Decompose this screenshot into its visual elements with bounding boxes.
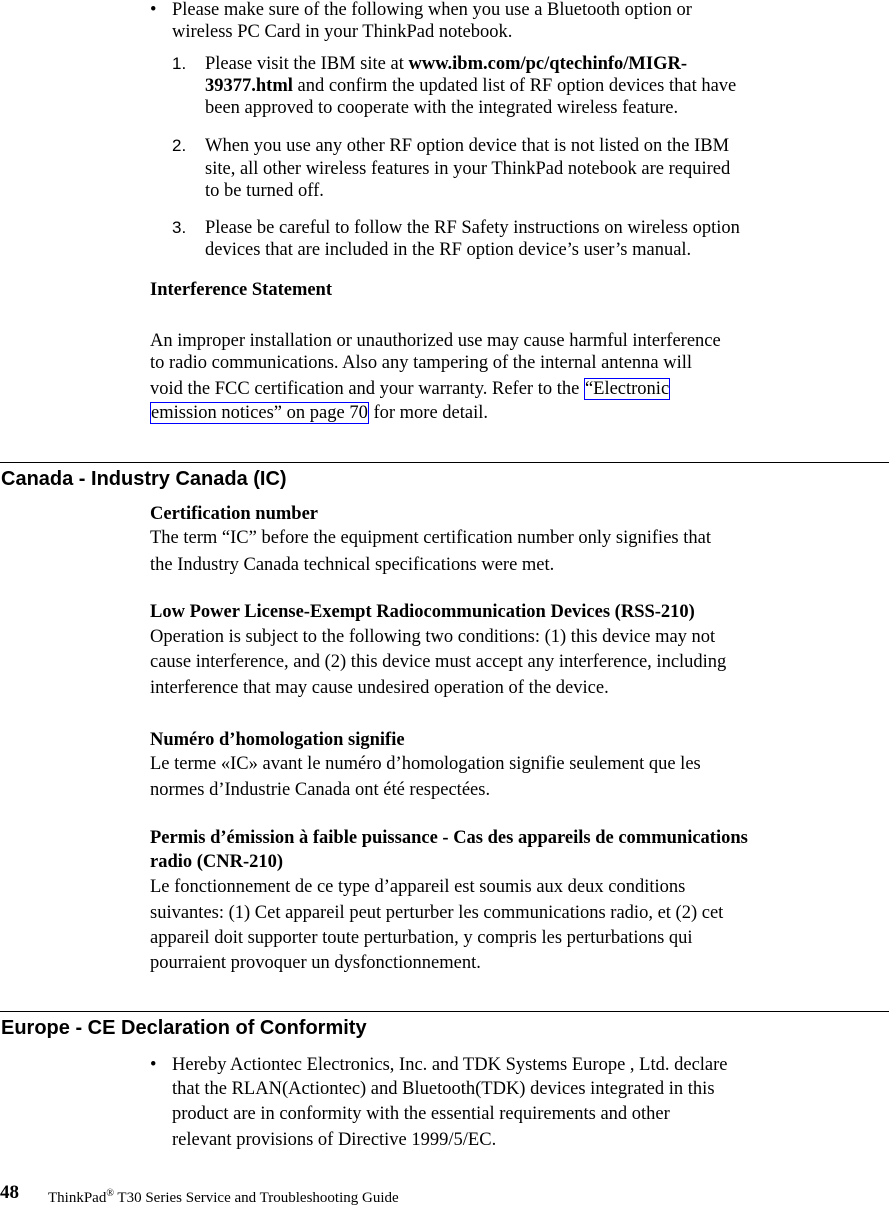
text: for more detail. xyxy=(368,403,489,423)
bluetooth-intro-line-1: Please make sure of the following when you use a Bluetooth option or xyxy=(172,0,692,20)
list-item-3-line-1: Please be careful to follow the RF Safety instructions on wireless option xyxy=(205,218,740,238)
europe-heading: Europe - CE Declaration of Conformity xyxy=(1,1017,367,1039)
list-item-2-line-1: When you use any other RF option device that is not listed on the IBM xyxy=(205,136,730,156)
permis-line-1: Le fonctionnement de ce type d’appareil est soumis aux deux conditions xyxy=(150,877,686,897)
permis-line-3: appareil doit supporter toute perturbation, y compris les perturbations qui xyxy=(150,928,693,948)
low-power-line-1: Operation is subject to the following two conditions: (1) this device may not xyxy=(150,627,716,647)
certification-title: Certification number xyxy=(150,504,319,524)
low-power-line-2: cause interference, and (2) this device must accept any interference, including xyxy=(150,652,727,672)
permis-title-line-2: radio (CNR-210) xyxy=(150,852,284,872)
bluetooth-intro-line-2: wireless PC Card in your ThinkPad notebook. xyxy=(172,22,513,42)
text: Please visit the IBM site at xyxy=(205,54,409,74)
permis-title-line-1: Permis d’émission à faible puissance - Cas des appareils de communications xyxy=(150,828,748,848)
interference-line-4 xyxy=(150,402,488,424)
section-divider xyxy=(0,462,889,463)
interference-line-2: to radio communications. Also any tampering of the internal antenna will xyxy=(150,353,693,373)
ibm-url: www.ibm.com/pc/qtechinfo/MIGR- xyxy=(408,54,687,74)
low-power-line-3: interference that may cause undesired operation of the device. xyxy=(150,678,609,698)
permis-line-2: suivantes: (1) Cet appareil peut perturber les communications radio, et (2) cet xyxy=(150,903,724,923)
canada-heading: Canada - Industry Canada (IC) xyxy=(1,468,287,490)
footer-guide-name: T30 Series Service and Troubleshooting Guide xyxy=(113,1190,399,1206)
numero-line-2: normes d’Industrie Canada ont été respectées. xyxy=(150,780,491,800)
list-number: 2. xyxy=(172,136,187,155)
list-item-2-line-3: to be turned off. xyxy=(205,181,324,201)
text: and confirm the updated list of RF option devices that have xyxy=(292,76,737,96)
text: void the FCC certification and your warranty. Refer to the xyxy=(150,379,584,399)
list-item-1-line-1 xyxy=(205,53,687,75)
interference-line-3 xyxy=(150,378,670,400)
bullet-icon: • xyxy=(150,0,157,20)
europe-line-3: product are in conformity with the essential requirements and other xyxy=(172,1104,670,1124)
certification-line-1: The term “IC” before the equipment certification number only signifies that xyxy=(150,528,711,548)
footer-brand: ThinkPad xyxy=(48,1190,107,1206)
list-number: 1. xyxy=(172,54,187,73)
ibm-url-cont: 39377.html xyxy=(205,76,293,96)
electronic-emission-link[interactable]: “Electronic xyxy=(584,379,670,399)
europe-line-4: relevant provisions of Directive 1999/5/EC. xyxy=(172,1130,497,1150)
list-item-2-line-2: site, all other wireless features in your ThinkPad notebook are required xyxy=(205,159,731,179)
registered-mark: ® xyxy=(106,1188,114,1199)
europe-line-1: Hereby Actiontec Electronics, Inc. and TDK Systems Europe , Ltd. declare xyxy=(172,1055,728,1075)
list-item-1-line-3: been approved to cooperate with the integrated wireless feature. xyxy=(205,98,679,118)
certification-line-2: the Industry Canada technical specifications were met. xyxy=(150,555,555,575)
electronic-emission-link-cont[interactable]: emission notices” on page 70 xyxy=(151,403,368,423)
europe-line-2: that the RLAN(Actiontec) and Bluetooth(TDK) devices integrated in this xyxy=(172,1079,715,1099)
footer-title xyxy=(48,1183,399,1209)
page-number: 48 xyxy=(0,1182,19,1203)
numero-title: Numéro d’homologation signifie xyxy=(150,730,405,750)
interference-line-1: An improper installation or unauthorized use may cause harmful interference xyxy=(150,331,721,351)
permis-line-4: pourraient provoquer un dysfonctionnement. xyxy=(150,953,481,973)
numero-line-1: Le terme «IC» avant le numéro d’homologation signifie seulement que les xyxy=(150,754,701,774)
section-divider xyxy=(0,1011,889,1012)
list-number: 3. xyxy=(172,218,187,237)
low-power-title: Low Power License-Exempt Radiocommunication Devices (RSS-210) xyxy=(150,602,695,622)
bullet-icon: • xyxy=(150,1055,157,1075)
list-item-3-line-2: devices that are included in the RF option device’s user’s manual. xyxy=(205,240,692,260)
interference-title: Interference Statement xyxy=(150,280,333,300)
list-item-1-line-2 xyxy=(205,75,736,97)
